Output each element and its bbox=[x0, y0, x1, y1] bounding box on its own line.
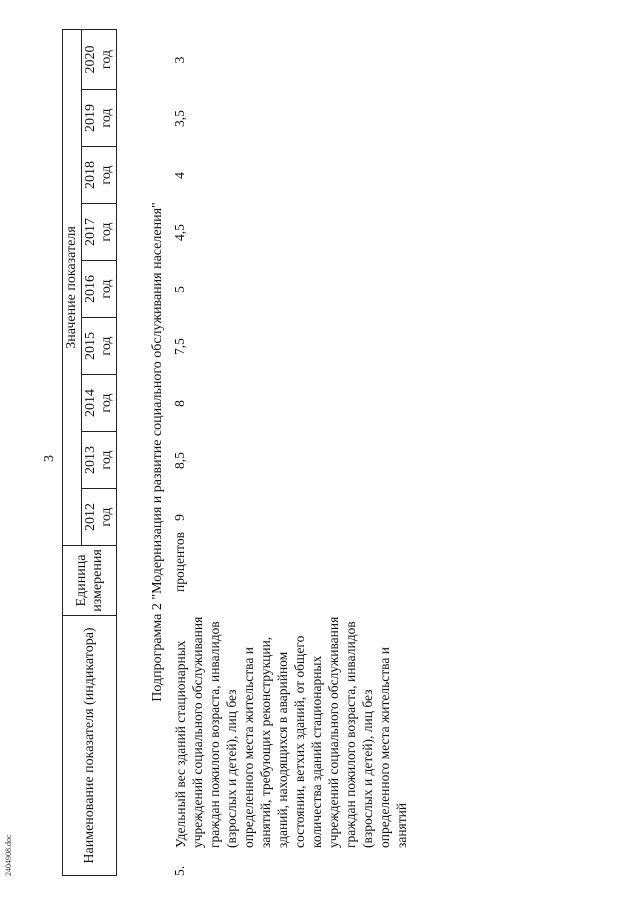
footer-code: 2404908.doc bbox=[4, 834, 13, 876]
header-year-value: 2019 bbox=[83, 104, 98, 132]
rotated-sheet bbox=[40, 22, 600, 882]
header-value-group: Значение показателя bbox=[63, 29, 82, 545]
header-year-label: год bbox=[99, 49, 114, 70]
header-unit: Единица измерения bbox=[63, 546, 117, 616]
subprogram-title: Подпрограмма 2 "Модернизация и развитие социального обслуживания населения" bbox=[150, 202, 165, 702]
row-value-2017: 4,5 bbox=[172, 224, 187, 241]
row-number: 5. bbox=[172, 865, 187, 876]
header-year-label: год bbox=[99, 450, 114, 470]
header-year-label: год bbox=[99, 222, 114, 242]
row-value-2020: 3 bbox=[172, 56, 187, 64]
header-year-value: 2016 bbox=[83, 275, 98, 303]
indicator-table-header bbox=[62, 29, 117, 876]
row-value-2015: 7,5 bbox=[172, 338, 187, 355]
header-year-value: 2018 bbox=[83, 161, 98, 189]
row-value-2019: 3,5 bbox=[172, 110, 187, 127]
header-year-value: 2012 bbox=[83, 503, 98, 531]
header-name: Наименование показателя (индикатора) bbox=[63, 616, 117, 876]
header-year-2020 bbox=[82, 29, 117, 89]
header-year-label: год bbox=[99, 165, 114, 185]
header-year-value: 2015 bbox=[83, 332, 98, 360]
header-year-2015 bbox=[82, 318, 117, 375]
header-year-label: год bbox=[99, 507, 114, 527]
header-year-value: 2017 bbox=[83, 218, 98, 246]
header-year-value: 2013 bbox=[83, 446, 98, 474]
row-indicator-name: Удельный вес зданий стационарных учреждений социального обслуживания граждан пожилого возраста, инвалидов (взрослых и детей), лиц без определенного места жительства и занятий, требующих реконструкции, зданий, находящихся в аварийном состоянии, ветхих зданий, от общего количества зданий стационарных учреждений социального обслуживания граждан пожилого возраста, инвалидов (взрослых и детей), лиц без определенного места жительства и занятий bbox=[173, 616, 409, 848]
header-year-value: 2014 bbox=[83, 389, 98, 417]
row-value-2018: 4 bbox=[172, 172, 187, 179]
header-year-2012 bbox=[82, 489, 117, 546]
row-value-2014: 8 bbox=[172, 400, 187, 407]
row-value-2016: 5 bbox=[172, 286, 187, 293]
header-year-2014 bbox=[82, 375, 117, 432]
header-year-2016 bbox=[82, 261, 117, 318]
row-unit: процентов bbox=[172, 531, 187, 592]
header-year-2017 bbox=[82, 204, 117, 261]
header-year-2018 bbox=[82, 147, 117, 204]
header-year-label: год bbox=[99, 279, 114, 299]
header-year-2019 bbox=[82, 90, 117, 147]
header-year-label: год bbox=[99, 108, 114, 128]
header-year-2013 bbox=[82, 432, 117, 489]
header-year-value: 2020 bbox=[83, 45, 98, 74]
row-value-2013: 8,5 bbox=[172, 452, 187, 469]
row-value-2012: 9 bbox=[172, 514, 187, 521]
header-year-label: год bbox=[99, 336, 114, 356]
header-year-label: год bbox=[99, 393, 114, 413]
page-number: 3 bbox=[42, 455, 57, 462]
